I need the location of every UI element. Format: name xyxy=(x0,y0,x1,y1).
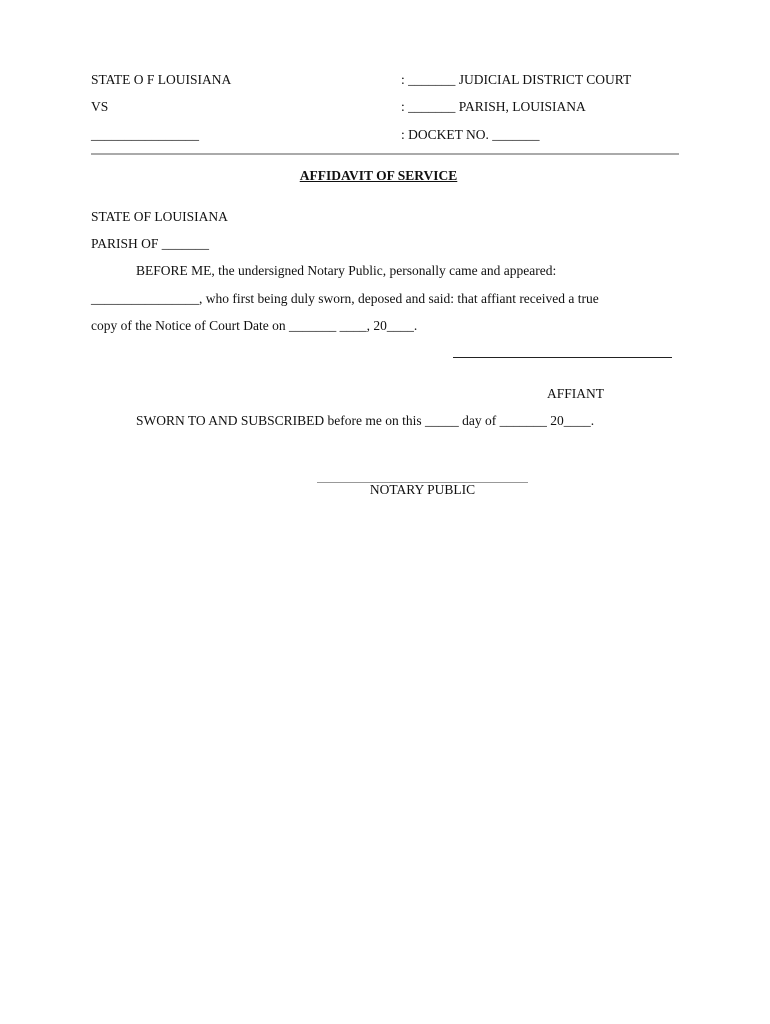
caption-court: : _______ JUDICIAL DISTRICT COURT xyxy=(401,72,632,87)
document-title: AFFIDAVIT OF SERVICE xyxy=(299,168,458,183)
caption-divider xyxy=(91,153,679,155)
venue-parish: PARISH OF _______ xyxy=(91,236,210,251)
affiant-label: AFFIANT xyxy=(546,386,604,401)
body-line-1: BEFORE ME, the undersigned Notary Public, personally came and appeared: xyxy=(136,263,557,278)
caption-vs: VS xyxy=(91,99,109,114)
caption-parish: : _______ PARISH, LOUISIANA xyxy=(401,99,586,114)
body-line-2: ________________, who first being duly sworn, deposed and said: that affiant received a true xyxy=(91,291,599,306)
caption-docket: : DOCKET NO. _______ xyxy=(401,127,540,142)
affiant-signature-line xyxy=(453,357,672,358)
notary-label: NOTARY PUBLIC xyxy=(369,482,476,497)
caption-state: STATE O F LOUISIANA xyxy=(91,72,232,87)
venue-state: STATE OF LOUISIANA xyxy=(91,209,228,224)
caption-party-blank: ________________ xyxy=(91,127,199,142)
jurat-text: SWORN TO AND SUBSCRIBED before me on this _____ day of _______ 20____. xyxy=(136,413,595,428)
body-line-3: copy of the Notice of Court Date on _______ ____, 20____. xyxy=(91,318,418,333)
